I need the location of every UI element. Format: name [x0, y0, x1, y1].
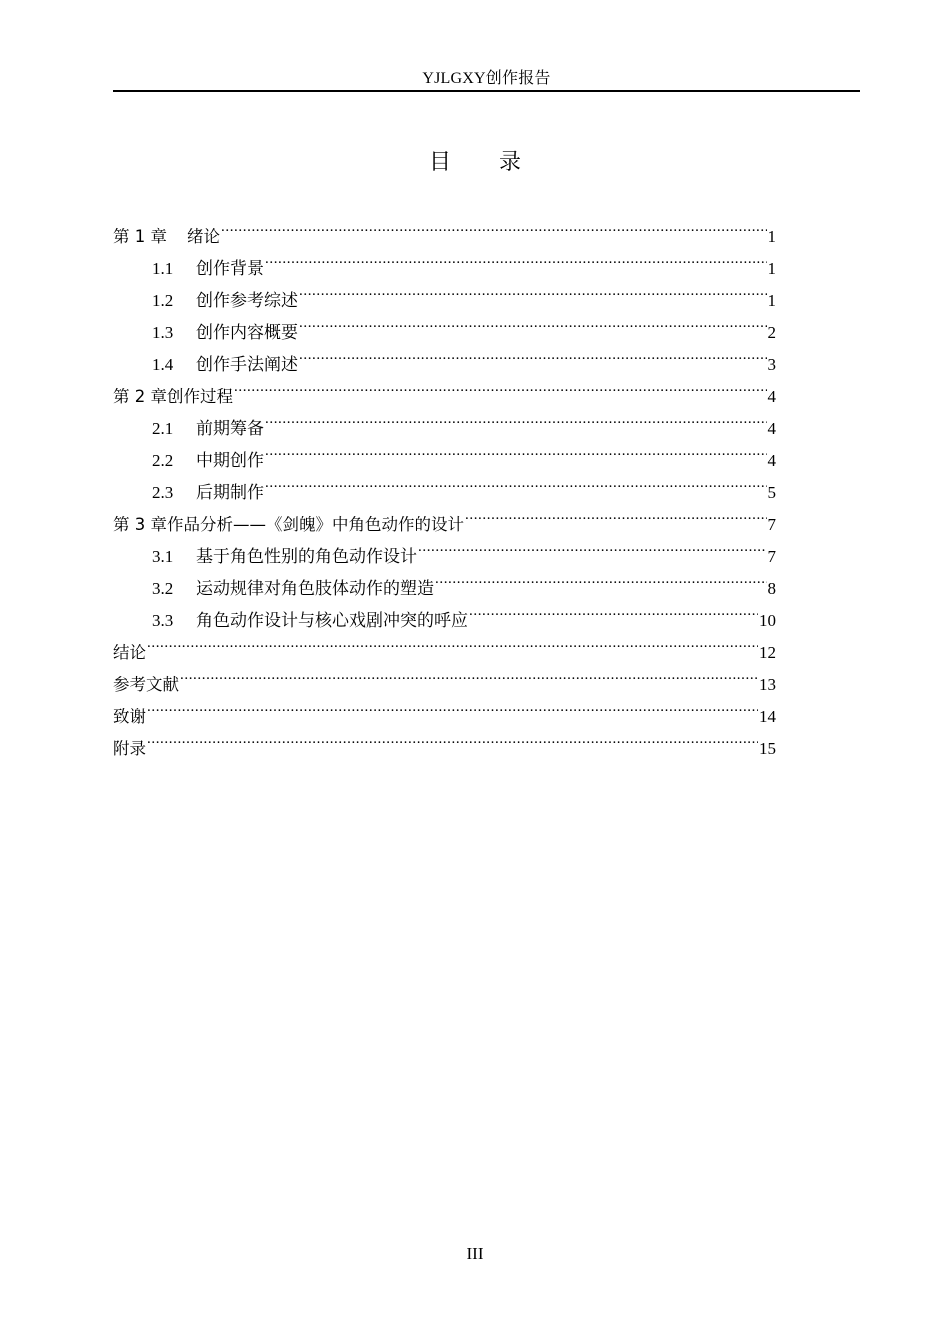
toc-entry-title: 附录: [113, 739, 146, 758]
toc-entry-page: 4: [767, 419, 776, 438]
toc-entry-number: 1.4: [152, 355, 174, 374]
toc-entry-title: 角色动作设计与核心戏剧冲突的呼应: [196, 611, 468, 630]
toc-entry-page: 3: [767, 355, 776, 374]
toc-leader-dots: [147, 722, 758, 754]
toc-entry-page: 14: [759, 707, 776, 726]
toc-entry-page: 1: [767, 227, 776, 246]
toc-entry-page: 2: [767, 323, 776, 342]
toc-leader-dots: [265, 242, 767, 274]
toc-entry-title: 创作手法阐述: [196, 355, 298, 374]
toc-entry-number: 3.3: [152, 611, 174, 630]
toc-entry-title: 致谢: [113, 707, 146, 726]
toc-leader-dots: [418, 530, 767, 562]
toc-entry-number: 2.3: [152, 483, 174, 502]
toc-leader-dots: [469, 594, 758, 626]
toc-entry-page: 1: [767, 259, 776, 278]
toc-entry-title: 创作内容概要: [196, 323, 298, 342]
toc-entry-page: 13: [759, 675, 776, 694]
toc-entry-number: 2.1: [152, 419, 174, 438]
toc-entry-number: 3.2: [152, 579, 174, 598]
toc-entry-acknowledgements[interactable]: [113, 690, 776, 726]
page-number: III: [466, 1244, 484, 1263]
header-title: YJLGXY创作报告: [422, 70, 551, 87]
toc-heading-char-2: 录: [499, 150, 522, 175]
toc-entry-title: 运动规律对角色肢体动作的塑造: [196, 579, 434, 598]
toc-entry-page: 7: [767, 515, 776, 534]
toc-entry-number: 1.1: [152, 259, 174, 278]
toc-entry-number: 1.2: [152, 291, 174, 310]
toc-leader-dots: [221, 210, 767, 242]
toc-leader-dots: [180, 658, 758, 690]
toc-entry-chapter-1[interactable]: [113, 210, 776, 246]
page-footer: [0, 1243, 950, 1265]
toc-entry-conclusion[interactable]: [113, 626, 776, 662]
toc-leader-dots: [234, 370, 767, 402]
toc-entry-number: 第 1 章: [113, 227, 167, 246]
toc-leader-dots: [299, 338, 767, 370]
toc-entry-number: 2.2: [152, 451, 174, 470]
toc-entry-title: 创作参考综述: [196, 291, 298, 310]
toc-entry-number: 1.3: [152, 323, 174, 342]
toc-entry-number: 第 3 章: [113, 515, 167, 534]
toc-entry-title: 参考文献: [113, 675, 179, 694]
toc-entry-title: 作品分析——《剑魄》中角色动作的设计: [167, 515, 464, 534]
toc-leader-dots: [299, 274, 767, 306]
toc-leader-dots: [265, 402, 767, 434]
toc-entry-page: 15: [759, 739, 776, 758]
toc-entry-page: 5: [767, 483, 776, 502]
toc-entry-number: 第 2 章: [113, 387, 167, 406]
toc-leader-dots: [299, 306, 767, 338]
toc-entry-page: 10: [759, 611, 776, 630]
toc-leader-dots: [265, 434, 767, 466]
toc-entry-title: 基于角色性别的角色动作设计: [196, 547, 417, 566]
toc-entry-title: 结论: [113, 643, 146, 662]
toc-entry-title: 创作过程: [167, 387, 233, 406]
toc-leader-dots: [147, 626, 758, 658]
page-header: [113, 68, 860, 92]
toc-leader-dots: [265, 466, 767, 498]
toc-heading: [0, 148, 950, 178]
toc-entry-references[interactable]: [113, 658, 776, 694]
toc-heading-char-1: 目: [428, 150, 451, 175]
table-of-contents: [113, 210, 776, 758]
toc-entry-page: 7: [767, 547, 776, 566]
toc-entry-page: 4: [767, 451, 776, 470]
toc-entry-title: 中期创作: [196, 451, 264, 470]
toc-entry-page: 8: [767, 579, 776, 598]
toc-entry-appendix[interactable]: [113, 722, 776, 758]
toc-leader-dots: [147, 690, 758, 722]
toc-entry-title: 前期筹备: [196, 419, 264, 438]
toc-entry-page: 12: [759, 643, 776, 662]
toc-entry-title: 创作背景: [196, 259, 264, 278]
toc-entry-page: 4: [767, 387, 776, 406]
toc-leader-dots: [435, 562, 767, 594]
toc-entry-page: 1: [767, 291, 776, 310]
toc-leader-dots: [465, 498, 767, 530]
toc-entry-title: 绪论: [187, 227, 220, 246]
toc-entry-title: 后期制作: [196, 483, 264, 502]
toc-entry-number: 3.1: [152, 547, 174, 566]
